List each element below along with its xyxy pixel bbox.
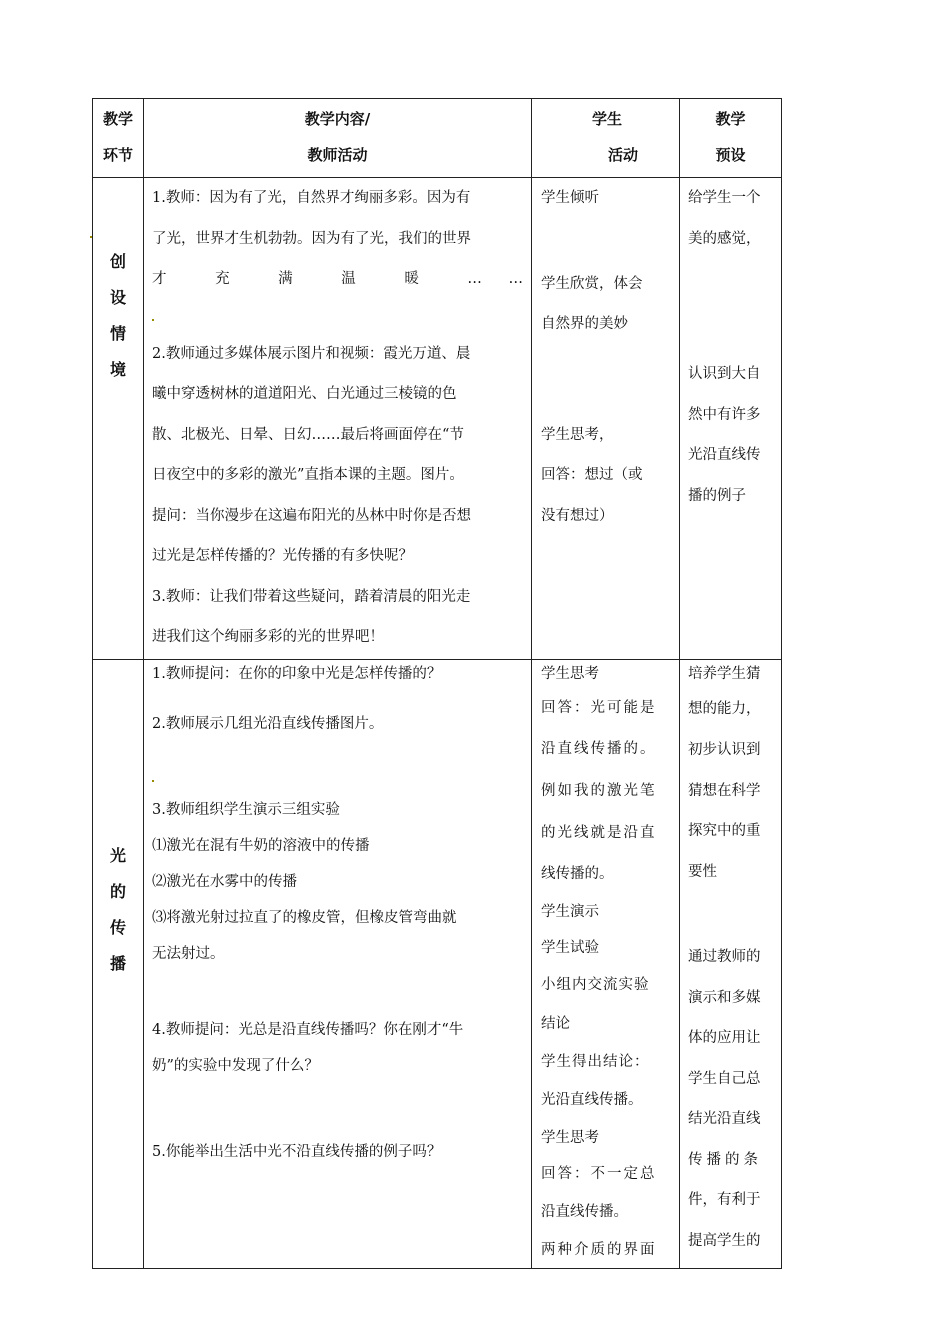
table-row: [93, 178, 782, 660]
student-cell: 学生倾听 学生欣赏，体会 自然界的美妙 学生思考， 回答：想过（或 没有想过）: [532, 178, 680, 660]
header-student: 学生 活动: [532, 99, 680, 178]
marker-dot: [152, 780, 154, 782]
preset-cell: 给学生一个 美的感觉， 认识到大自 然中有许多 光沿直线传 播的例子: [680, 178, 782, 660]
marker-dot: [152, 319, 154, 321]
lesson-plan-table: [92, 98, 782, 1269]
table-row: [93, 660, 782, 1269]
preset-cell: 培养学生猜 想的能力， 初步认识到 猜想在科学 探究中的重 要性 通过教师的 演示和多媒 体的应用让 学生自己总 结光沿直线 传播的条 件，有利于 提高学生的: [680, 660, 782, 1269]
header-preset: 教学 预设: [680, 99, 782, 178]
header-row: [93, 99, 782, 178]
student-cell: 学生思考 回答：光可能是 沿直线传播的。 例如我的激光笔 的光线就是沿直 线传播的。 学生演示 学生试验 小组内交流实验 结论 学生得出结论： 光沿直线传播。 学生思考 回答：不一定总 沿直线传播。 两种介质的界面: [532, 660, 680, 1269]
stage-cell: 创 设 情 境: [93, 178, 144, 660]
header-content: 教学内容/ 教师活动: [144, 99, 532, 178]
content-cell: 1.教师：因为有了光，自然界才绚丽多彩。因为有 了光，世界才生机勃勃。因为有了光，我们的世界 才 充 满 温 暖 … … 2.教师通过多媒体展示图片和视频：霞光万道、晨 曦中穿透树林的道道阳光、白光通过三棱镜的色 散、北极光、日晕、日幻……最后将画面停在“节 日夜空中的多彩的激光”直指本课的主题。图片。 提问：当你漫步在这遍布阳光的丛林中时你是否想 过光是怎样传播的？光传播的有多快呢？ 3.教师：让我们带着这些疑问，踏着清晨的阳光走 进我们这个绚丽多彩的光的世界吧！: [144, 178, 532, 660]
content-cell: 1.教师提问：在你的印象中光是怎样传播的？ 2.教师展示几组光沿直线传播图片。 3.教师组织学生演示三组实验 ⑴激光在混有牛奶的溶液中的传播 ⑵激光在水雾中的传播 ⑶将激光射过拉直了的橡皮管，但橡皮管弯曲就 无法射过。 4.教师提问：光总是沿直线传播吗？你在刚才“牛 奶”的实验中发现了什么？ 5.你能举出生活中光不沿直线传播的例子吗？: [144, 660, 532, 1269]
header-stage: 教学 环节: [93, 99, 144, 178]
stage-cell: 光 的 传 播: [93, 660, 144, 1269]
